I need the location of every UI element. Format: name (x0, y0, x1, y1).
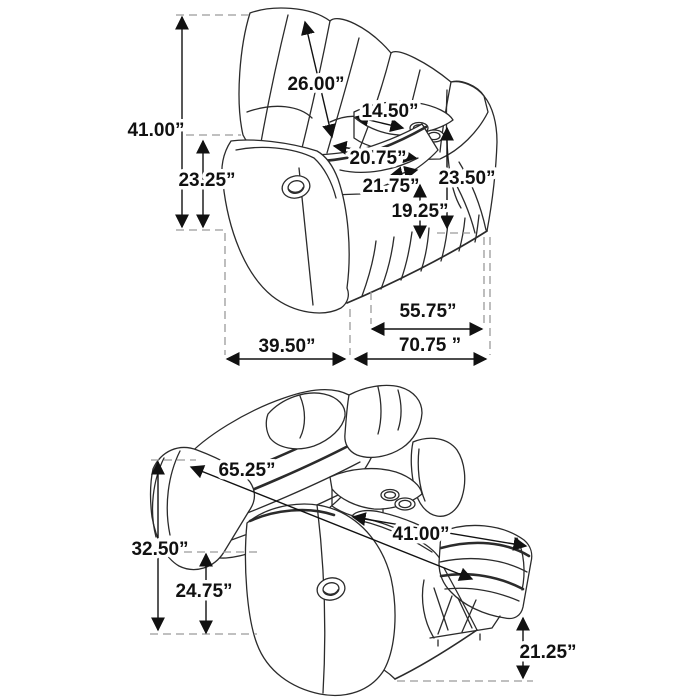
loveseat-reclined-illustration (151, 385, 532, 695)
dim-label-recline-extension: 41.00” (392, 524, 450, 545)
dim-label-seat-width: 21.75” (362, 176, 420, 197)
reclined-right-back (345, 385, 422, 457)
dim-label-reclined-arm-height: 24.75” (175, 581, 233, 602)
dim-label-overall-width: 70.75 ” (398, 335, 462, 356)
dim-label-footrest-height: 21.25” (519, 642, 577, 663)
upright-left-arm (222, 140, 349, 313)
dim-label-front-height: 23.50” (438, 168, 496, 189)
dim-label-inner-width: 55.75” (399, 301, 457, 322)
dim-label-arm-height: 23.25” (178, 170, 236, 191)
dim-label-overall-depth: 39.50” (258, 336, 316, 357)
dim-label-seat-depth: 20.75” (349, 148, 407, 169)
dim-label-back-height: 26.00” (287, 74, 345, 95)
dim-label-overall-height: 41.00” (127, 120, 185, 141)
dim-label-console-width: 14.50” (361, 101, 419, 122)
dim-label-reclined-back-height: 32.50” (131, 539, 189, 560)
dim-label-reclined-length: 65.25” (218, 460, 276, 481)
dim-label-seat-height: 19.25” (391, 201, 449, 222)
